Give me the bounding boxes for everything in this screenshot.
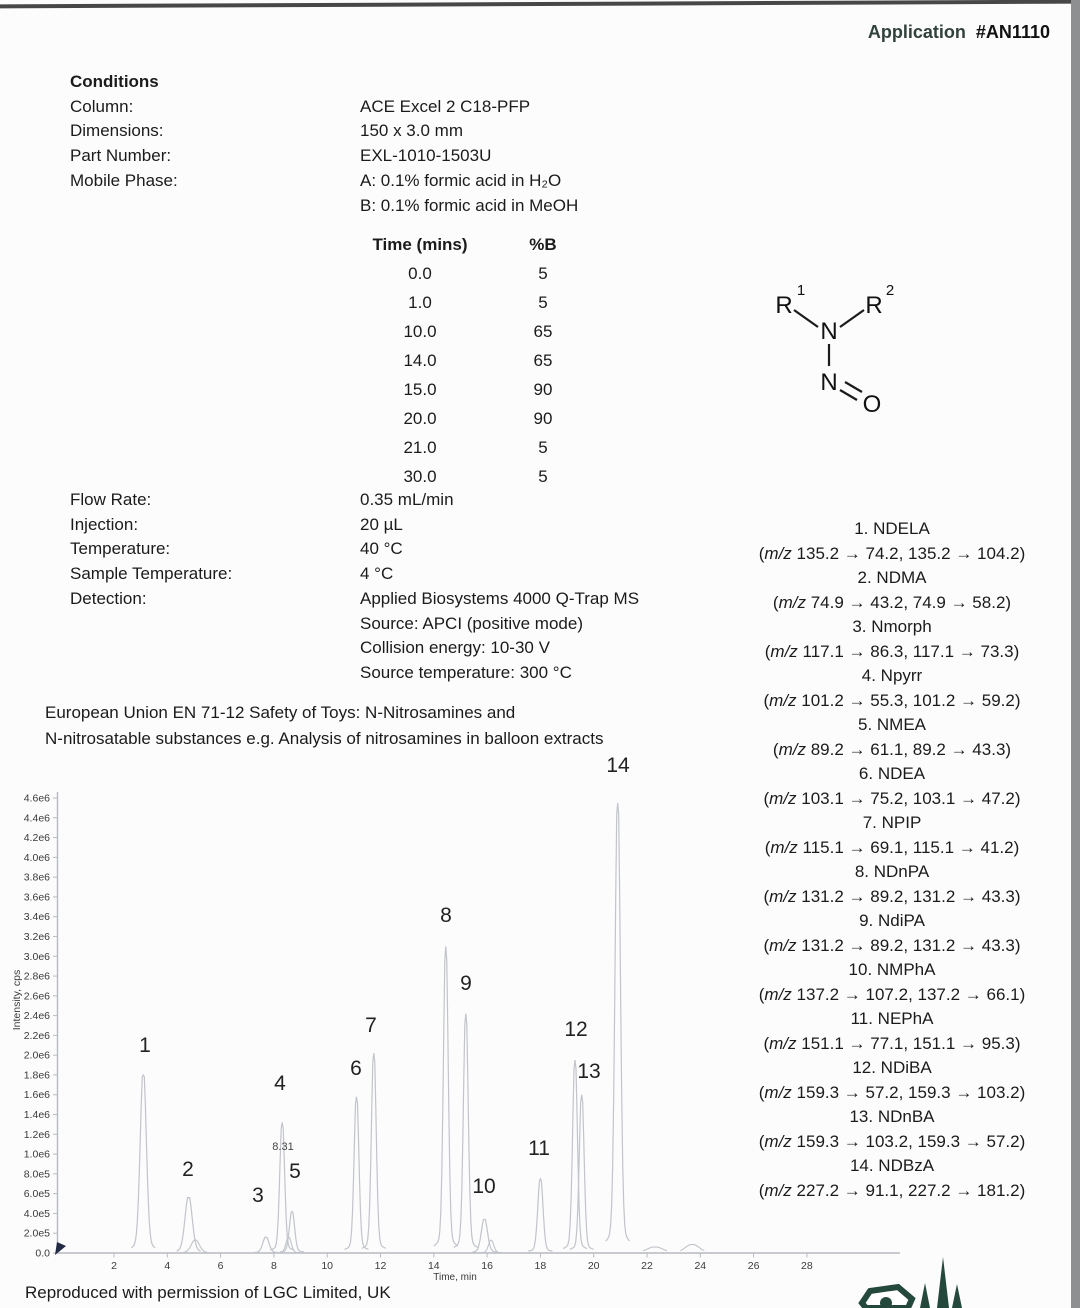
application-number: #AN1110 bbox=[975, 22, 1050, 42]
mz-italic-label: m/z bbox=[769, 886, 797, 906]
peak-label-9: 9 bbox=[460, 972, 472, 995]
mz-italic-label: m/z bbox=[764, 1131, 792, 1151]
peak-trace-2 bbox=[177, 1198, 201, 1251]
condition-label: Part Number: bbox=[70, 146, 172, 166]
condition-value: 150 x 3.0 mm bbox=[360, 121, 463, 141]
x-tick-label: 20 bbox=[587, 1260, 600, 1272]
y-tick-label: 3.8e6 bbox=[23, 871, 50, 884]
gradient-percentb-cell: 5 bbox=[538, 293, 548, 312]
structure-r1-superscript: 1 bbox=[796, 282, 806, 299]
compound-name: 9. NdiPA bbox=[859, 911, 925, 930]
peak-trace-9 bbox=[454, 1014, 478, 1248]
peak-label-8: 8 bbox=[440, 904, 452, 927]
y-tick-label: 3.2e6 bbox=[23, 930, 50, 943]
chromatogram-title-line2: N-nitrosatable substances e.g. Analysis of nitrosamines in balloon extracts bbox=[45, 729, 604, 748]
gradient-time-header: Time (mins) bbox=[372, 235, 468, 254]
peak-trace-8 bbox=[434, 946, 458, 1246]
mz-italic-label: m/z bbox=[769, 1033, 797, 1053]
peak-trace-3 bbox=[254, 1237, 278, 1252]
compound-transition: (m/z 151.1 → 77.1, 151.1 → 95.3) bbox=[763, 1033, 1021, 1053]
mz-italic-label: m/z bbox=[764, 1180, 792, 1200]
peak-label-11: 11 bbox=[528, 1137, 550, 1160]
y-tick-label: 2.4e6 bbox=[23, 1010, 50, 1023]
y-tick-label: 2.6e6 bbox=[23, 990, 50, 1003]
y-tick-label: 1.0e6 bbox=[23, 1148, 50, 1161]
gradient-time-cell: 1.0 bbox=[408, 293, 432, 312]
application-label: Application bbox=[867, 22, 966, 42]
y-tick-label: 2.2e6 bbox=[23, 1029, 50, 1042]
peak-label-13: 13 bbox=[577, 1060, 601, 1083]
condition-label: Temperature: bbox=[70, 539, 171, 559]
y-tick-label: 2.8e6 bbox=[23, 970, 50, 983]
gradient-time-cell: 21.0 bbox=[403, 438, 437, 457]
compound-name: 3. Nmorph bbox=[852, 617, 932, 636]
gradient-time-cell: 20.0 bbox=[403, 409, 437, 428]
condition-value: EXL-1010-1503U bbox=[360, 146, 492, 166]
x-tick-label: 2 bbox=[111, 1260, 117, 1272]
gradient-percentb-cell: 65 bbox=[533, 322, 553, 341]
compound-name: 13. NDnBA bbox=[849, 1107, 935, 1126]
compound-name: 1. NDELA bbox=[854, 519, 930, 538]
condition-label: Sample Temperature: bbox=[70, 564, 233, 584]
peak-label-2: 2 bbox=[182, 1158, 194, 1181]
x-tick-label: 8 bbox=[270, 1260, 277, 1272]
gradient-time-cell: 10.0 bbox=[403, 322, 437, 341]
peak-label-12: 12 bbox=[564, 1018, 588, 1041]
y-tick-label: 4.0e6 bbox=[23, 851, 50, 864]
compound-transition: (m/z 117.1 → 86.3, 117.1 → 73.3) bbox=[764, 641, 1020, 661]
gradient-time-cell: 30.0 bbox=[403, 467, 437, 486]
mz-italic-label: m/z bbox=[769, 690, 797, 710]
structure-nitroso-n-atom: N bbox=[820, 369, 838, 396]
y-tick-label: 3.6e6 bbox=[23, 891, 50, 904]
compound-name: 4. Npyrr bbox=[861, 666, 923, 685]
peak-trace-14 bbox=[606, 803, 630, 1241]
compound-name: 8. NDnPA bbox=[854, 862, 930, 881]
baseline-bump-trace bbox=[643, 1247, 667, 1251]
compound-name: 2. NDMA bbox=[857, 568, 927, 587]
gradient-time-cell: 14.0 bbox=[403, 351, 437, 370]
mz-italic-label: m/z bbox=[764, 984, 792, 1004]
compound-transition: (m/z 159.3 → 103.2, 159.3 → 57.2) bbox=[758, 1131, 1026, 1151]
gradient-percentb-cell: 65 bbox=[533, 351, 553, 370]
x-tick-label: 18 bbox=[534, 1260, 547, 1272]
x-tick-label: 10 bbox=[321, 1260, 334, 1272]
peak-label-14: 14 bbox=[606, 754, 630, 777]
condition-label: Detection: bbox=[70, 588, 147, 608]
y-tick-label: 4.2e6 bbox=[23, 832, 50, 845]
condition-value: B: 0.1% formic acid in MeOH bbox=[360, 195, 579, 215]
condition-value: 20 µL bbox=[360, 514, 403, 534]
mz-italic-label: m/z bbox=[778, 739, 806, 759]
structure-amine-n-atom: N bbox=[820, 318, 838, 345]
gradient-time-cell: 15.0 bbox=[403, 380, 437, 399]
condition-value: ACE Excel 2 C18-PFP bbox=[360, 96, 531, 116]
mz-italic-label: m/z bbox=[769, 788, 797, 808]
compound-transition: (m/z 115.1 → 69.1, 115.1 → 41.2) bbox=[764, 837, 1020, 857]
gradient-percentb-cell: 5 bbox=[538, 467, 548, 486]
condition-value: 0.35 mL/min bbox=[360, 490, 454, 509]
compound-name: 6. NDEA bbox=[858, 764, 926, 783]
condition-label: Flow Rate: bbox=[70, 490, 152, 509]
condition-label: Injection: bbox=[70, 514, 139, 534]
condition-value: Collision energy: 10-30 V bbox=[360, 638, 550, 658]
structure-r1-atom: R bbox=[775, 292, 793, 319]
structure-r2-atom: R bbox=[865, 292, 883, 319]
gradient-time-cell: 0.0 bbox=[408, 264, 432, 283]
baseline-bump-trace bbox=[680, 1245, 704, 1251]
gradient-percentb-header: %B bbox=[529, 235, 557, 254]
peak-label-6: 6 bbox=[350, 1057, 362, 1080]
condition-label: Column: bbox=[70, 96, 134, 116]
chromatogram-title-line1: European Union EN 71-12 Safety of Toys: N-Nitrosamines and bbox=[45, 703, 516, 722]
peak-label-4: 4 bbox=[274, 1072, 286, 1095]
baseline-bump-trace bbox=[479, 1240, 503, 1253]
y-tick-label: 3.4e6 bbox=[23, 911, 50, 924]
compound-transition: (m/z 74.9 → 43.2, 74.9 → 58.2) bbox=[772, 592, 1012, 612]
mz-italic-label: m/z bbox=[764, 1082, 792, 1102]
x-axis-title: Time, min bbox=[433, 1272, 477, 1283]
condition-value: 4 °C bbox=[360, 564, 394, 584]
y-tick-label: 2.0e5 bbox=[23, 1227, 50, 1240]
compound-name: 11. NEPhA bbox=[850, 1009, 934, 1028]
compound-transition: (m/z 131.2 → 89.2, 131.2 → 43.3) bbox=[763, 886, 1021, 906]
compound-transition: (m/z 159.3 → 57.2, 159.3 → 103.2) bbox=[758, 1082, 1026, 1102]
y-tick-label: 6.0e5 bbox=[23, 1188, 50, 1201]
x-tick-label: 22 bbox=[641, 1260, 653, 1272]
condition-label: Mobile Phase: bbox=[70, 170, 178, 190]
compound-name: 7. NPIP bbox=[862, 813, 922, 832]
structure-r2-superscript: 2 bbox=[885, 282, 895, 299]
compound-transition: (m/z 135.2 → 74.2, 135.2 → 104.2) bbox=[758, 543, 1026, 563]
peak-trace-7 bbox=[362, 1053, 386, 1248]
compound-name: 10. NMPhA bbox=[848, 960, 936, 979]
mz-italic-label: m/z bbox=[769, 935, 797, 955]
x-tick-label: 14 bbox=[427, 1260, 440, 1272]
compound-transition: (m/z 227.2 → 91.1, 227.2 → 181.2) bbox=[758, 1180, 1026, 1200]
peak-label-5: 5 bbox=[289, 1160, 301, 1183]
structure-oxygen-atom: O bbox=[862, 391, 882, 418]
y-tick-label: 2.0e6 bbox=[23, 1049, 50, 1062]
lgc-ace-logo bbox=[840, 1253, 1080, 1308]
y-tick-label: 0.0 bbox=[35, 1247, 50, 1260]
compound-transition: (m/z 89.2 → 61.1, 89.2 → 43.3) bbox=[772, 739, 1012, 759]
y-tick-label: 8.0e5 bbox=[23, 1168, 50, 1181]
y-tick-label: 4.6e6 bbox=[23, 792, 50, 805]
mz-italic-label: m/z bbox=[764, 543, 792, 563]
gradient-percentb-cell: 90 bbox=[533, 380, 553, 399]
y-tick-label: 1.8e6 bbox=[23, 1069, 50, 1082]
y-tick-label: 4.0e5 bbox=[23, 1207, 50, 1220]
peak-label-1: 1 bbox=[139, 1034, 151, 1057]
compound-transition: (m/z 103.1 → 75.2, 103.1 → 47.2) bbox=[763, 788, 1021, 808]
conditions-title: Conditions bbox=[70, 72, 159, 91]
y-axis-title: Intensity, cps bbox=[11, 969, 23, 1031]
condition-value: A: 0.1% formic acid in H₂O bbox=[360, 170, 562, 190]
x-tick-label: 26 bbox=[747, 1260, 760, 1272]
peak-trace-6 bbox=[345, 1097, 369, 1250]
y-tick-label: 3.0e6 bbox=[23, 950, 50, 963]
x-tick-label: 4 bbox=[164, 1260, 171, 1272]
x-tick-label: 16 bbox=[481, 1260, 493, 1272]
peak-trace-1 bbox=[131, 1075, 155, 1248]
compound-transition: (m/z 101.2 → 55.3, 101.2 → 59.2) bbox=[763, 690, 1021, 710]
y-tick-label: 4.4e6 bbox=[23, 812, 50, 825]
condition-value: Source: APCI (positive mode) bbox=[360, 613, 583, 633]
gradient-percentb-cell: 5 bbox=[538, 264, 548, 283]
x-tick-label: 24 bbox=[694, 1260, 707, 1272]
mz-italic-label: m/z bbox=[770, 837, 798, 857]
y-tick-label: 1.4e6 bbox=[23, 1109, 50, 1122]
peak-retention-annotation: 8.31 bbox=[272, 1141, 294, 1153]
gradient-percentb-cell: 90 bbox=[533, 409, 553, 428]
condition-value: Applied Biosystems 4000 Q-Trap MS bbox=[360, 588, 640, 608]
compound-transition: (m/z 131.2 → 89.2, 131.2 → 43.3) bbox=[763, 935, 1021, 955]
footer-credit: Reproduced with permission of LGC Limited, UK bbox=[25, 1283, 391, 1302]
peak-label-10: 10 bbox=[472, 1175, 496, 1198]
x-tick-label: 6 bbox=[217, 1260, 224, 1272]
gradient-percentb-cell: 5 bbox=[538, 438, 548, 457]
compound-name: 14. NDBzA bbox=[849, 1156, 935, 1175]
compound-transition: (m/z 137.2 → 107.2, 137.2 → 66.1) bbox=[758, 984, 1026, 1004]
condition-value: 40 °C bbox=[360, 539, 403, 559]
x-tick-label: 12 bbox=[374, 1260, 387, 1272]
y-tick-label: 1.6e6 bbox=[23, 1089, 50, 1102]
x-tick-label: 28 bbox=[801, 1260, 813, 1272]
peak-trace-11 bbox=[528, 1179, 552, 1251]
peak-trace-12 bbox=[563, 1060, 587, 1249]
peak-label-7: 7 bbox=[365, 1014, 377, 1037]
logo-peak-spikes bbox=[920, 1257, 962, 1308]
mz-italic-label: m/z bbox=[778, 592, 806, 612]
condition-value: Source temperature: 300 °C bbox=[360, 662, 572, 682]
y-tick-label: 1.2e6 bbox=[23, 1128, 50, 1141]
compound-name: 5. NMEA bbox=[857, 715, 927, 734]
peak-label-3: 3 bbox=[252, 1184, 264, 1207]
mz-italic-label: m/z bbox=[770, 641, 798, 661]
condition-label: Dimensions: bbox=[70, 121, 164, 141]
compound-name: 12. NDiBA bbox=[852, 1058, 932, 1077]
